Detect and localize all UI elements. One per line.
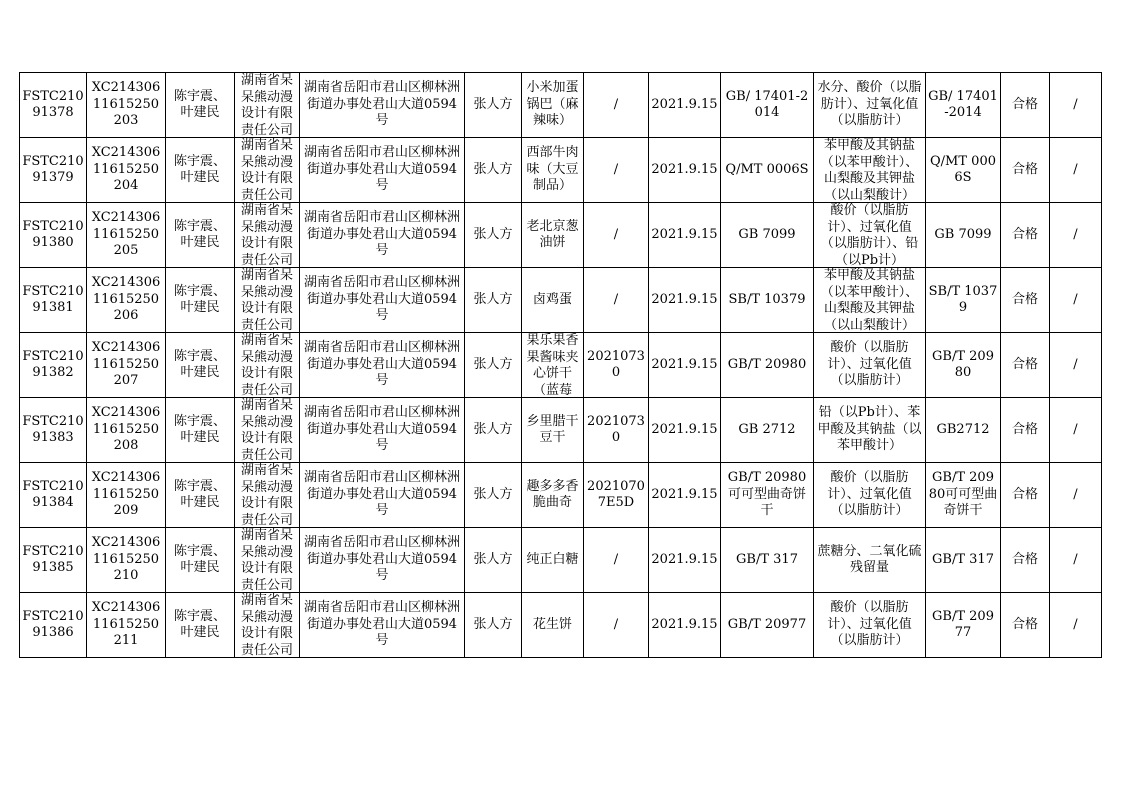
basis-cell-text: GB 7099 [934,226,992,242]
sample-number-cell-text: XC21430611615250211 [91,600,161,649]
address-cell-text: 湖南省岳阳市君山区柳林洲街道办事处君山大道0594号 [303,470,460,519]
company-cell-text: 湖南省呆呆熊动漫设计有限责任公司 [240,73,293,137]
address-cell-text: 湖南省岳阳市君山区柳林洲街道办事处君山大道0594号 [303,145,460,194]
product-cell [522,398,584,463]
basis-cell [926,138,1001,203]
report-id-cell-text: FSTC21091378 [22,88,84,120]
sample-number-cell [87,333,166,398]
date-cell-text: 2021.9.15 [651,616,718,632]
result-cell-text: 合格 [1011,486,1038,502]
report-id-cell-text: FSTC21091380 [22,218,84,250]
contact-cell [465,463,522,528]
result-cell [1001,73,1050,138]
date-cell [649,593,721,658]
sample-number-cell [87,138,166,203]
result-cell-text: 合格 [1011,161,1038,177]
product-cell-text: 西部牛肉味（大豆制品） [526,145,579,194]
result-cell-text: 合格 [1011,421,1038,437]
standard-cell-text: GB 2712 [738,421,796,437]
company-cell-text: 湖南省呆呆熊动漫设计有限责任公司 [240,463,293,527]
address-cell [300,463,465,528]
address-cell-text: 湖南省岳阳市君山区柳林洲街道办事处君山大道0594号 [303,80,460,129]
address-cell-text: 湖南省岳阳市君山区柳林洲街道办事处君山大道0594号 [303,535,460,584]
test-items-cell [814,203,926,268]
remark-cell [1050,268,1102,333]
contact-cell [465,138,522,203]
product-cell [522,333,584,398]
address-cell [300,398,465,463]
basis-cell [926,268,1001,333]
test-items-cell-text: 酸价（以脂肪计）、过氧化值（以脂肪计） [827,470,912,519]
basis-cell [926,593,1001,658]
inspector-cell-text: 陈宇震、叶建民 [173,478,226,510]
sample-number-cell [87,398,166,463]
standard-cell-text: GB/T 20980可可型曲奇饼干 [727,470,807,519]
sample-number-cell [87,203,166,268]
contact-cell-text: 张人方 [473,161,513,177]
batch-cell [584,203,649,268]
product-cell-text: 小米加蛋锅巴（麻辣味） [526,80,579,129]
date-cell-text: 2021.9.15 [651,291,718,307]
product-cell-text: 卤鸡蛋 [532,291,572,307]
table-row [20,593,1102,658]
date-cell [649,73,721,138]
batch-cell [584,268,649,333]
date-cell-text: 2021.9.15 [651,486,718,502]
test-items-cell [814,593,926,658]
standard-cell [721,593,814,658]
sample-number-cell [87,73,166,138]
report-id-cell-text: FSTC21091381 [22,283,84,315]
table-row [20,398,1102,463]
inspection-table [19,72,1102,658]
basis-cell-text: GB/T 317 [932,551,994,567]
company-cell [235,73,300,138]
test-items-cell-text: 水分、酸价（以脂肪计）、过氧化值（以脂肪计） [817,80,922,129]
batch-cell-text: / [613,226,619,242]
standard-cell [721,203,814,268]
table-row [20,463,1102,528]
report-id-cell [20,593,87,658]
remark-cell-text: / [1073,226,1078,242]
company-cell [235,333,300,398]
company-cell [235,203,300,268]
inspector-cell [166,463,235,528]
remark-cell-text: / [1073,486,1078,502]
test-items-cell-text: 苯甲酸及其钠盐（以苯甲酸计）、山梨酸及其钾盐（以山梨酸计） [820,268,919,332]
basis-cell [926,333,1001,398]
remark-cell-text: / [1073,96,1078,112]
date-cell [649,333,721,398]
basis-cell-text: GB2712 [936,421,990,437]
table-row [20,528,1102,593]
remark-cell [1050,138,1102,203]
inspector-cell [166,203,235,268]
address-cell [300,528,465,593]
standard-cell-text: GB/T 20980 [727,356,807,372]
report-id-cell [20,268,87,333]
standard-cell-text: GB/T 317 [736,551,798,567]
test-items-cell-text: 苯甲酸及其钠盐（以苯甲酸计）、山梨酸及其钾盐（以山梨酸计） [820,138,919,202]
inspector-cell-text: 陈宇震、叶建民 [173,218,226,250]
address-cell-text: 湖南省岳阳市君山区柳林洲街道办事处君山大道0594号 [303,340,460,389]
contact-cell-text: 张人方 [473,226,513,242]
test-items-cell [814,73,926,138]
test-items-cell-text: 酸价（以脂肪计）、过氧化值（以脂肪计）、铅（以Pb计） [820,203,919,267]
sample-number-cell-text: XC21430611615250206 [91,275,161,324]
product-cell [522,268,584,333]
product-cell [522,203,584,268]
contact-cell-text: 张人方 [473,486,513,502]
test-items-cell [814,528,926,593]
standard-cell-text: GB/T 20977 [727,616,807,632]
table-row [20,73,1102,138]
result-cell-text: 合格 [1011,616,1038,632]
basis-cell [926,73,1001,138]
address-cell-text: 湖南省岳阳市君山区柳林洲街道办事处君山大道0594号 [303,275,460,324]
basis-cell-text: GB/T 20980 [932,348,994,380]
report-id-cell [20,138,87,203]
result-cell [1001,593,1050,658]
address-cell-text: 湖南省岳阳市君山区柳林洲街道办事处君山大道0594号 [303,210,460,259]
table-row [20,138,1102,203]
contact-cell-text: 张人方 [473,421,513,437]
result-cell [1001,268,1050,333]
basis-cell [926,203,1001,268]
contact-cell [465,203,522,268]
standard-cell [721,398,814,463]
company-cell-text: 湖南省呆呆熊动漫设计有限责任公司 [240,333,293,397]
remark-cell [1050,463,1102,528]
date-cell [649,203,721,268]
product-cell [522,138,584,203]
inspector-cell [166,593,235,658]
date-cell-text: 2021.9.15 [651,421,718,437]
batch-cell [584,528,649,593]
sample-number-cell-text: XC21430611615250208 [91,405,161,454]
inspector-cell-text: 陈宇震、叶建民 [173,348,226,380]
standard-cell-text: GB 7099 [738,226,796,242]
sample-number-cell [87,463,166,528]
standard-cell [721,333,814,398]
test-items-cell-text: 铅（以Pb计）、苯甲酸及其钠盐（以苯甲酸计） [817,405,922,454]
inspector-cell-text: 陈宇震、叶建民 [173,88,226,120]
product-cell [522,528,584,593]
sample-number-cell [87,268,166,333]
sample-number-cell-text: XC21430611615250205 [91,210,161,259]
table-body [20,73,1102,658]
inspector-cell-text: 陈宇震、叶建民 [173,283,226,315]
result-cell-text: 合格 [1011,226,1038,242]
batch-cell [584,73,649,138]
address-cell [300,333,465,398]
date-cell [649,268,721,333]
batch-cell-text: 20210707E5D [587,478,645,510]
report-id-cell [20,463,87,528]
inspector-cell-text: 陈宇震、叶建民 [173,413,226,445]
batch-cell-text: / [613,291,619,307]
sample-number-cell-text: XC21430611615250203 [91,80,161,129]
contact-cell-text: 张人方 [473,291,513,307]
batch-cell [584,463,649,528]
batch-cell [584,593,649,658]
address-cell [300,593,465,658]
date-cell [649,138,721,203]
company-cell [235,528,300,593]
remark-cell [1050,528,1102,593]
product-cell [522,593,584,658]
date-cell-text: 2021.9.15 [651,161,718,177]
company-cell [235,138,300,203]
company-cell-text: 湖南省呆呆熊动漫设计有限责任公司 [240,398,293,462]
remark-cell-text: / [1073,161,1078,177]
batch-cell-text: / [613,551,619,567]
contact-cell [465,333,522,398]
inspector-cell [166,333,235,398]
batch-cell-text: 20210730 [587,413,645,445]
contact-cell-text: 张人方 [473,96,513,112]
company-cell [235,398,300,463]
basis-cell-text: Q/MT 0006S [930,153,996,185]
standard-cell [721,463,814,528]
standard-cell-text: Q/MT 0006S [725,161,809,177]
test-items-cell-text: 酸价（以脂肪计）、过氧化值（以脂肪计） [827,600,912,649]
sample-number-cell-text: XC21430611615250210 [91,535,161,584]
inspector-cell [166,268,235,333]
remark-cell [1050,203,1102,268]
company-cell-text: 湖南省呆呆熊动漫设计有限责任公司 [240,138,293,202]
standard-cell-text: SB/T 10379 [728,291,806,307]
inspector-cell [166,73,235,138]
result-cell-text: 合格 [1011,96,1038,112]
batch-cell [584,333,649,398]
batch-cell [584,398,649,463]
result-cell [1001,138,1050,203]
address-cell-text: 湖南省岳阳市君山区柳林洲街道办事处君山大道0594号 [303,600,460,649]
batch-cell-text: / [613,161,619,177]
product-cell [522,73,584,138]
result-cell-text: 合格 [1011,356,1038,372]
result-cell [1001,528,1050,593]
table-row [20,203,1102,268]
standard-cell [721,73,814,138]
test-items-cell [814,138,926,203]
standard-cell [721,528,814,593]
basis-cell-text: GB/T 20980可可型曲奇饼干 [928,470,998,519]
address-cell-text: 湖南省岳阳市君山区柳林洲街道办事处君山大道0594号 [303,405,460,454]
report-id-cell-text: FSTC21091385 [22,543,84,575]
address-cell [300,73,465,138]
basis-cell [926,528,1001,593]
company-cell-text: 湖南省呆呆熊动漫设计有限责任公司 [240,203,293,267]
product-cell-text: 花生饼 [532,616,572,632]
sample-number-cell-text: XC21430611615250209 [91,470,161,519]
report-id-cell-text: FSTC21091383 [22,413,84,445]
inspector-cell-text: 陈宇震、叶建民 [173,543,226,575]
result-cell [1001,398,1050,463]
report-id-cell [20,203,87,268]
date-cell-text: 2021.9.15 [651,96,718,112]
product-cell-text: 果乐果香果酱味夹心饼干（蓝莓 [526,333,579,397]
remark-cell [1050,73,1102,138]
test-items-cell [814,333,926,398]
inspector-cell [166,138,235,203]
company-cell-text: 湖南省呆呆熊动漫设计有限责任公司 [240,528,293,592]
remark-cell [1050,398,1102,463]
product-cell-text: 趣多多香脆曲奇 [526,478,579,510]
remark-cell [1050,333,1102,398]
inspector-cell-text: 陈宇震、叶建民 [173,153,226,185]
date-cell-text: 2021.9.15 [651,551,718,567]
result-cell [1001,333,1050,398]
date-cell [649,528,721,593]
basis-cell [926,398,1001,463]
report-id-cell-text: FSTC21091379 [22,153,84,185]
basis-cell [926,463,1001,528]
remark-cell [1050,593,1102,658]
test-items-cell-text: 蔗糖分、二氧化硫残留量 [817,543,922,575]
basis-cell-text: GB/ 17401-2014 [928,88,998,120]
sample-number-cell [87,593,166,658]
company-cell-text: 湖南省呆呆熊动漫设计有限责任公司 [240,268,293,332]
test-items-cell [814,398,926,463]
contact-cell [465,73,522,138]
contact-cell [465,268,522,333]
remark-cell-text: / [1073,421,1078,437]
standard-cell-text: GB/ 17401-2014 [725,88,809,120]
company-cell [235,463,300,528]
standard-cell [721,138,814,203]
inspector-cell [166,528,235,593]
test-items-cell [814,268,926,333]
report-id-cell-text: FSTC21091382 [22,348,84,380]
inspector-cell [166,398,235,463]
product-cell-text: 老北京葱油饼 [526,218,579,250]
report-id-cell [20,73,87,138]
test-items-cell [814,463,926,528]
date-cell [649,463,721,528]
result-cell-text: 合格 [1011,551,1038,567]
address-cell [300,203,465,268]
contact-cell-text: 张人方 [473,551,513,567]
contact-cell-text: 张人方 [473,616,513,632]
batch-cell-text: 20210730 [587,348,645,380]
company-cell-text: 湖南省呆呆熊动漫设计有限责任公司 [240,593,293,657]
batch-cell [584,138,649,203]
remark-cell-text: / [1073,616,1078,632]
remark-cell-text: / [1073,551,1078,567]
report-id-cell-text: FSTC21091384 [22,478,84,510]
date-cell-text: 2021.9.15 [651,226,718,242]
sample-number-cell-text: XC21430611615250207 [91,340,161,389]
report-id-cell-text: FSTC21091386 [22,608,84,640]
address-cell [300,268,465,333]
contact-cell-text: 张人方 [473,356,513,372]
contact-cell [465,528,522,593]
address-cell [300,138,465,203]
table-row [20,268,1102,333]
product-cell-text: 乡里腊干豆干 [526,413,579,445]
remark-cell-text: / [1073,356,1078,372]
batch-cell-text: / [613,616,619,632]
contact-cell [465,593,522,658]
standard-cell [721,268,814,333]
result-cell-text: 合格 [1011,291,1038,307]
sample-number-cell [87,528,166,593]
remark-cell-text: / [1073,291,1078,307]
test-items-cell-text: 酸价（以脂肪计）、过氧化值（以脂肪计） [827,340,912,389]
table-row [20,333,1102,398]
report-id-cell [20,333,87,398]
sample-number-cell-text: XC21430611615250204 [91,145,161,194]
basis-cell-text: GB/T 20977 [932,608,994,640]
inspector-cell-text: 陈宇震、叶建民 [173,608,226,640]
report-id-cell [20,398,87,463]
contact-cell [465,398,522,463]
result-cell [1001,463,1050,528]
product-cell-text: 纯正白糖 [526,551,579,567]
date-cell-text: 2021.9.15 [651,356,718,372]
batch-cell-text: / [613,96,619,112]
company-cell [235,593,300,658]
company-cell [235,268,300,333]
basis-cell-text: SB/T 10379 [928,283,998,315]
date-cell [649,398,721,463]
result-cell [1001,203,1050,268]
product-cell [522,463,584,528]
report-id-cell [20,528,87,593]
